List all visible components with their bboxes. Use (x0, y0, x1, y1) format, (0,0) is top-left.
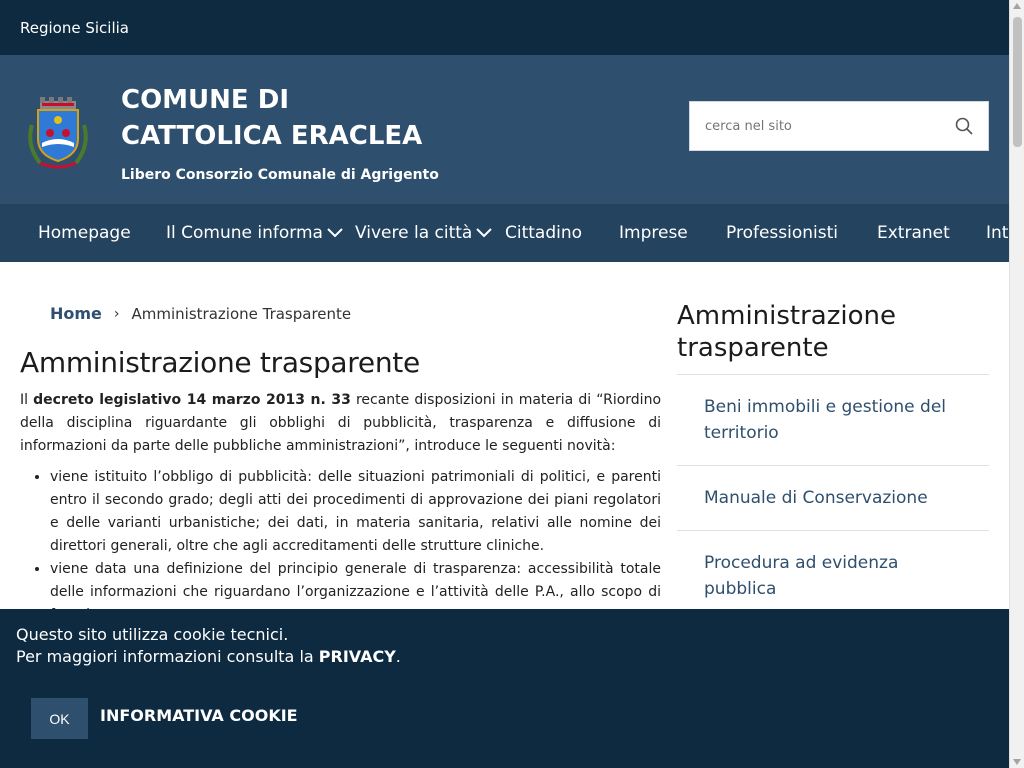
nav-item-imprese[interactable] (619, 204, 688, 262)
nav-item-label: Homepage (38, 223, 131, 243)
scrollbar-thumb[interactable] (1013, 17, 1022, 147)
nav-item-cittadino[interactable] (505, 204, 582, 262)
nav-item-extranet[interactable] (877, 204, 950, 262)
nav-item-label: Extranet (877, 223, 950, 243)
site-header (0, 55, 1009, 204)
breadcrumb-home-link[interactable]: Home (50, 304, 102, 323)
intro-paragraph (20, 389, 661, 458)
search-input[interactable] (690, 102, 940, 150)
cookie-message: Questo sito utilizza cookie tecnici. (16, 625, 289, 644)
decree-reference: decreto legislativo 14 marzo 2013 n. 33 (33, 392, 351, 408)
page-scrollbar[interactable] (1009, 0, 1024, 768)
scroll-down-arrow-icon[interactable] (1013, 759, 1021, 765)
cookie-banner (0, 609, 1009, 768)
list-item: • viene data una definizione del principio generale di trasparenza: accessibilità totale delle informazioni che riguardano l’organizzazione e l’attività delle P.A., allo scopo di (50, 558, 661, 627)
nav-item-label: Il Comune informa (166, 223, 323, 243)
chevron-down-icon (476, 228, 492, 238)
nav-item-label: Cittadino (505, 223, 583, 243)
nav-item-label: Int (986, 223, 1009, 243)
sidebar-link-manuale-conservazione[interactable]: Manuale di Conservazione (677, 466, 989, 531)
search-icon[interactable] (940, 102, 988, 150)
breadcrumb-separator: › (113, 305, 120, 322)
coat-of-arms-icon[interactable] (22, 95, 94, 173)
site-title[interactable]: COMUNE DI CATTOLICA ERACLEA (121, 85, 423, 151)
breadcrumb-current: Amministrazione Trasparente (131, 304, 352, 323)
cookie-info-link[interactable]: INFORMATIVA COOKIE (100, 706, 298, 725)
cookie-privacy-post: . (395, 647, 401, 666)
search-box (689, 101, 989, 151)
breadcrumb (50, 304, 351, 323)
list-item: • viene istituito l’obbligo di pubblicità: delle situazioni patrimoniali di politici, e parenti entro il secondo grado; degli atti dei procedimenti di approvazione dei piani regolatori e delle varianti urbanistiche; dei dati, in materia sanitaria, relativi alle nomine dei direttori generali, oltre che agli accreditamenti delle strutture cliniche. (50, 466, 661, 558)
novelty-list (20, 466, 661, 627)
region-link[interactable]: Regione Sicilia (20, 18, 129, 37)
article (20, 346, 661, 627)
nav-item-il-comune-informa[interactable] (166, 204, 343, 262)
sidebar-link-procedura-evidenza-pubblica[interactable]: Procedura ad evidenza pubblica (677, 531, 989, 622)
sidebar-title: Amministrazione trasparente (677, 300, 989, 375)
nav-item-label: Professionisti (726, 223, 838, 243)
cookie-ok-button[interactable]: OK (31, 698, 88, 739)
sidebar-link-beni-immobili[interactable]: Beni immobili e gestione del territorio (677, 375, 989, 466)
nav-item-label: Imprese (619, 223, 688, 243)
site-subtitle: Libero Consorzio Comunale di Agrigento (121, 167, 439, 183)
intro-text-pre: Il (20, 392, 34, 408)
scroll-up-arrow-icon[interactable] (1013, 3, 1021, 9)
sidebar (677, 300, 989, 622)
intro-text-post: recante disposizioni in materia di “Riordino della disciplina riguardante gli obblighi di pubblicità, trasparenza e diffusione di informazioni da parte delle pubbliche amministrazioni”, introduce le seguenti novità: (20, 392, 662, 454)
cookie-privacy-text (16, 647, 401, 666)
nav-item-label: Vivere la città (355, 223, 473, 243)
chevron-down-icon (327, 228, 343, 238)
nav-item-vivere-la-citta[interactable] (355, 204, 492, 262)
nav-item-homepage[interactable] (38, 204, 131, 262)
page-title: Amministrazione trasparente (20, 346, 420, 379)
nav-item-professionisti[interactable] (726, 204, 838, 262)
top-bar (0, 0, 1009, 55)
nav-item-int[interactable] (986, 204, 1008, 262)
cookie-privacy-pre: Per maggiori informazioni consulta la (16, 647, 319, 666)
main-nav (0, 204, 1009, 262)
privacy-link[interactable]: PRIVACY (318, 647, 396, 666)
